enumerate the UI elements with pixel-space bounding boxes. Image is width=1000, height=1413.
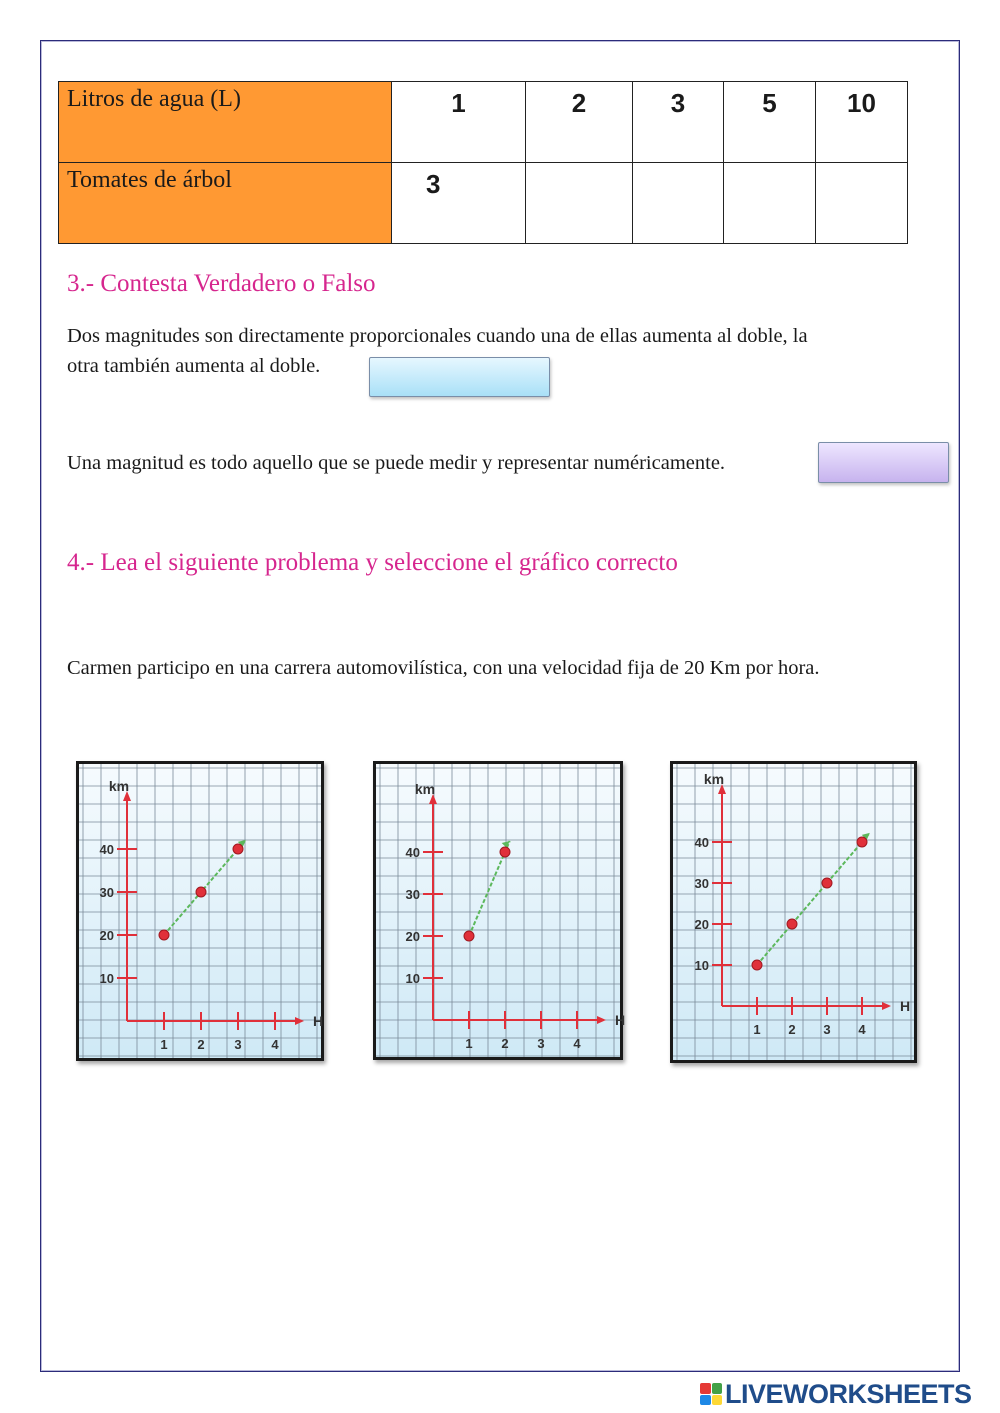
y-tick-label: 40 [694,835,709,850]
x-tick-label: 4 [573,1036,581,1051]
y-tick-label: 30 [99,885,114,900]
statement-1-line-2: otra también aumenta al doble. [67,355,321,377]
data-point [787,919,797,929]
series-line [757,833,870,965]
y-tick-label: 40 [405,845,420,860]
problem-statement: Carmen participo en una carrera automovilística, con una velocidad fija de 20 Km por hora. [67,657,820,679]
x-tick-label: 1 [160,1037,168,1052]
x-tick-label: 2 [501,1036,509,1051]
x-tick-label: 3 [234,1037,242,1052]
y-tick-label: 30 [694,876,709,891]
y-tick-label: 40 [99,842,114,857]
logo-icon [700,1383,722,1405]
row-header-tomatoes: Tomates de árbol [59,163,392,244]
x-tick-label: 2 [197,1037,205,1052]
data-point [159,930,169,940]
graph-b-svg [376,764,626,1057]
proportion-table [58,81,908,244]
y-axis-label: km [703,771,725,787]
x-tick-label: 1 [753,1022,761,1037]
y-tick-label: 10 [405,971,420,986]
table-cell: 3 [633,82,724,163]
row-header-liters: Litros de agua (L) [59,82,392,163]
table-cell: 1 [392,82,526,163]
y-tick-label: 30 [405,887,420,902]
data-point [196,887,206,897]
answer-dropdown-2[interactable] [818,442,949,483]
statement-1-line-1: Dos magnitudes son directamente proporcionales cuando una de ellas aumenta al doble, la [67,325,808,347]
x-axis-arrow [295,1017,304,1025]
graph-option-a[interactable] [76,761,324,1061]
graph-option-c[interactable] [670,761,917,1063]
y-axis-label: km [414,781,436,797]
data-point [752,960,762,970]
statement-2: Una magnitud es todo aquello que se puede medir y representar numéricamente. [67,452,726,474]
table-input-cell[interactable] [724,163,816,244]
y-axis-label: km [108,778,130,794]
series-line [164,840,246,935]
graph-a-svg [79,764,324,1058]
x-tick-label: 2 [788,1022,796,1037]
graph-option-b[interactable] [373,761,626,1060]
x-axis-label: H [615,1012,626,1028]
y-tick-label: 10 [99,971,114,986]
table-row [59,163,908,244]
data-point [464,931,474,941]
table-input-cell[interactable] [816,163,908,244]
y-tick-label: 10 [694,958,709,973]
data-point [857,837,867,847]
table-cell: 5 [724,82,816,163]
table-input-cell[interactable] [633,163,724,244]
answer-dropdown-1[interactable] [369,357,550,397]
y-tick-label: 20 [694,917,709,932]
table-input-cell[interactable] [526,163,633,244]
table-row [59,82,908,163]
section-4-title: 4.- Lea el siguiente problema y seleccione el gráfico correcto [67,549,678,576]
data-point [822,878,832,888]
x-tick-label: 4 [858,1022,866,1037]
logo-text: LIVEWORKSHEETS [725,1378,972,1409]
x-tick-label: 3 [823,1022,831,1037]
x-axis-label: H [900,998,911,1014]
y-tick-label: 20 [405,929,420,944]
x-axis-label: H [313,1013,324,1029]
section-3-title: 3.- Contesta Verdadero o Falso [67,270,376,297]
liveworksheets-logo [700,1378,972,1410]
x-tick-label: 1 [465,1036,473,1051]
x-axis-arrow [597,1016,606,1024]
data-point [233,844,243,854]
x-tick-label: 3 [537,1036,545,1051]
y-tick-label: 20 [99,928,114,943]
data-point [500,847,510,857]
table-cell: 2 [526,82,633,163]
x-axis-arrow [882,1002,891,1010]
table-cell: 10 [816,82,908,163]
graph-c-svg [673,764,914,1060]
x-tick-label: 4 [271,1037,279,1052]
table-cell: 3 [392,163,526,244]
